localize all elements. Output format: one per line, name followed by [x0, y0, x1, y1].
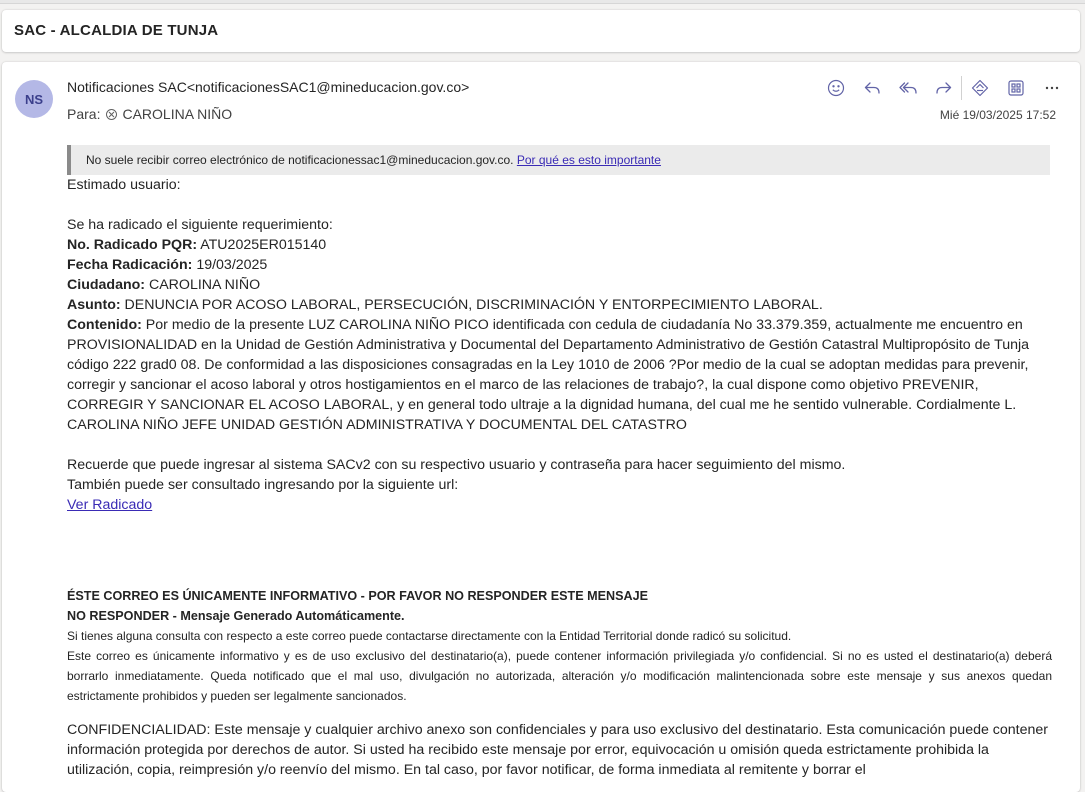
footer-line-2: Este correo es únicamente informativo y es de uso exclusivo del destinatario(a), puede contener información privilegiada y/o confidencial. Si no es usted el destinatario(a) deberá borrarlo inmediatamente. Queda notificado que el mal uso, divulgación no autorizada, alteración y/o modificación malintencionada sobre este mensaje y sus anexos quedan estrictamente prohibidos y pueden ser legalmente sancionados. [67, 649, 1052, 703]
tambien-text: También puede ser consultado ingresando por la siguiente url: [67, 477, 459, 493]
to-label: Para: [67, 106, 101, 122]
recipient-status-icon [106, 109, 117, 120]
disclaimer-footer [67, 586, 1052, 706]
ciudadano-value: CAROLINA NIÑO [145, 277, 261, 293]
footer-heading: ÉSTE CORREO ES ÚNICAMENTE INFORMATIVO - POR FAVOR NO RESPONDER ESTE MENSAJE [67, 589, 649, 603]
message-body [67, 175, 1052, 515]
emoji-icon [826, 78, 846, 98]
apps-icon [1006, 78, 1026, 98]
contenido-value: Por medio de la presente LUZ CAROLINA NIÑO PICO identificada con cedula de ciudadanía No 33.379.359, actualmente me encuentro en PROVISIONALIDAD en la Unidad de Gestión Administrativa y Documental del Departamento Administrativo de Gestión Catastral Multipropósito de Tunja código 222 grad0 08. De conformidad a las disposiciones consagradas en la Ley 1010 de 2006 ?Por medio de la cual se adoptan medidas para prevenir, corregir y sancionar el acoso laboral y otros hostigamientos en el marco de las relaciones de trabajo?, la cual dispone como objetivo PREVENIR, CORREGIR Y SANCIONAR EL ACOSO LABORAL, y en general todo ultraje a la dignidad humana, del cual me he sentido vulnerable. Cordialmente L. CAROLINA NIÑO JEFE UNIDAD GESTIÓN ADMINISTRATIVA Y DOCUMENTAL DEL CATASTRO [67, 317, 1030, 433]
forward-button[interactable] [926, 76, 962, 100]
ciudadano-label: Ciudadano: [67, 277, 146, 293]
immersive-reader-icon [970, 78, 990, 98]
fecha-label: Fecha Radicación: [67, 257, 193, 273]
fecha-value: 19/03/2025 [192, 257, 268, 273]
email-subject: SAC - ALCALDIA DE TUNJA [14, 22, 219, 39]
fecha-line [67, 255, 1052, 275]
ver-radicado-link[interactable]: Ver Radicado [67, 497, 153, 513]
top-strip [0, 0, 1085, 4]
greeting: Estimado usuario: [67, 177, 181, 193]
radicado-value: ATU2025ER015140 [197, 237, 327, 253]
sender-avatar[interactable]: NS [15, 80, 53, 118]
radicado-line [67, 235, 1052, 255]
warning-text: No suele recibir correo electrónico de notificacionessac1@mineducacion.gov.co. [86, 153, 514, 167]
recipient-name[interactable]: CAROLINA NIÑO [122, 106, 233, 122]
more-actions-button[interactable] [1034, 76, 1070, 100]
apps-button[interactable] [998, 76, 1034, 100]
why-important-link[interactable]: Por qué es esto importante [516, 153, 661, 167]
subject-card [2, 10, 1080, 52]
contenido-label: Contenido: [67, 317, 142, 333]
message-datetime: Mié 19/03/2025 17:52 [939, 108, 1056, 122]
contenido-line [67, 315, 1052, 435]
radicado-label: No. Radicado PQR: [67, 237, 198, 253]
asunto-value: DENUNCIA POR ACOSO LABORAL, PERSECUCIÓN, DISCRIMINACIÓN Y ENTORPECIMIENTO LABORAL. [120, 297, 823, 313]
reply-all-icon [898, 78, 918, 98]
no-responder-label: NO RESPONDER [67, 609, 170, 623]
forward-icon [934, 78, 954, 98]
auto-generated-text: - Mensaje Generado Automáticamente. [169, 609, 405, 623]
asunto-line [67, 295, 1052, 315]
emoji-button[interactable] [818, 76, 854, 100]
confidentiality-notice: CONFIDENCIALIDAD: Este mensaje y cualquier archivo anexo son confidenciales y para uso exclusivo del destinatario. Esta comunicación puede contener información protegida por derechos de autor. Si usted ha recibido este mensaje por error, equivocación u omisión queda estrictamente prohibida la utilización, copia, reimpresión y/o reenvío del mismo. En tal caso, por favor notificar, de forma inmediata al remitente y borrar el [67, 722, 1049, 778]
recipient-line [67, 106, 232, 122]
message-card [2, 62, 1080, 792]
reply-button[interactable] [854, 76, 890, 100]
ciudadano-line [67, 275, 1052, 295]
intro-text: Se ha radicado el siguiente requerimiento: [67, 217, 333, 233]
footer-no-responder [67, 606, 1052, 626]
asunto-label: Asunto: [67, 297, 121, 313]
footer-line-1: Si tienes alguna consulta con respecto a este correo puede contactarse directamente con la Entidad Territorial donde radicó su solicitud. [67, 629, 792, 643]
immersive-reader-button[interactable] [962, 76, 998, 100]
external-sender-warning [67, 145, 1050, 175]
reply-icon [862, 78, 882, 98]
more-icon [1042, 78, 1062, 98]
sender-name[interactable]: Notificaciones SAC<notificacionesSAC1@mineducacion.gov.co> [67, 79, 470, 95]
message-actions [818, 76, 1070, 100]
recuerde-text: Recuerde que puede ingresar al sistema SACv2 con su respectivo usuario y contraseña para hacer seguimiento del mismo. [67, 457, 846, 473]
reply-all-button[interactable] [890, 76, 926, 100]
